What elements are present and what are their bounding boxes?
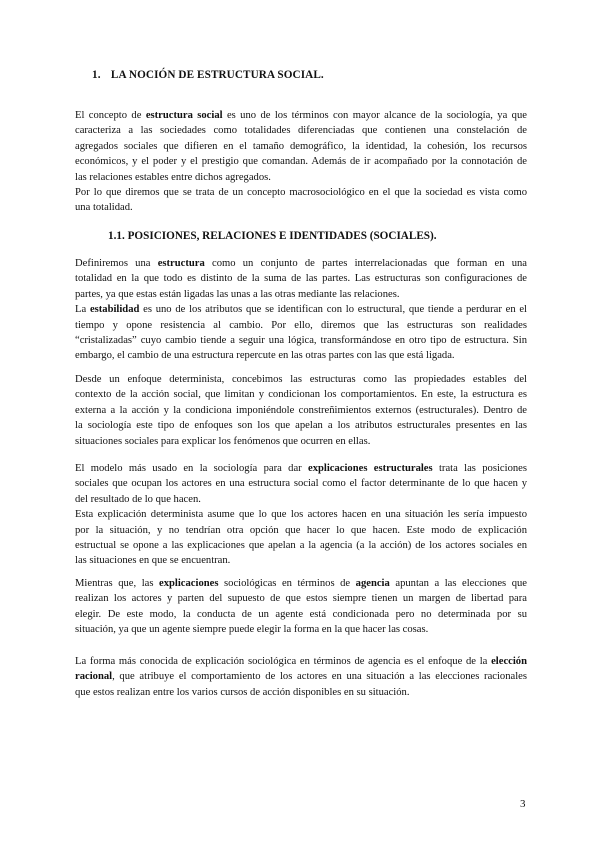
text-line xyxy=(75,287,527,302)
text-run: económicos, y el poder y el prestigio que comandan. Además de ir acompañado por la connotación de xyxy=(75,156,527,168)
text-run: sociales que ocupan los actores en una estructura social como el factor determinante de lo que hacen y xyxy=(75,478,527,490)
text-run: por la situación, y no tendrían otra opción que hacer lo que hacen. Este modo de explicación xyxy=(75,524,527,536)
subsection-heading: 1.1. POSICIONES, RELACIONES E IDENTIDADES (SOCIALES). xyxy=(108,230,437,242)
text-line xyxy=(75,348,527,363)
text-run: externa a la acción y la condiciona imponiéndole constreñimientos externos (estructurales). Dentro de xyxy=(75,404,527,416)
text-run: es uno de los términos con mayor alcance de la sociología, ya que xyxy=(222,110,527,121)
text-line xyxy=(75,372,527,387)
text-line xyxy=(75,538,527,553)
text-run: totalidad en la que todo es distinto de la suma de las partes. Las estructuras son configuraciones de xyxy=(75,273,527,285)
text-line xyxy=(75,607,527,622)
text-run: Mientras que, las xyxy=(75,578,160,589)
text-line xyxy=(75,403,527,418)
text-line xyxy=(75,418,527,433)
text-line xyxy=(75,669,527,684)
text-run: estructual se opone a las explicaciones que apelan a la agencia (a la acción) de los actores sociales en xyxy=(75,539,527,551)
text-run: Por lo que diremos que se trata de un concepto macrosociológico en el que la sociedad es vista como xyxy=(75,186,527,198)
text-run: La xyxy=(75,304,90,316)
text-line xyxy=(75,200,527,215)
text-line xyxy=(75,123,527,138)
text-run: Esta explicación determinista asume que lo que los actores hacen en una situación les sería impuesto xyxy=(75,509,527,521)
text-run: caracteriza a las sociedades como totalidades diferenciadas que contienen una constelación de xyxy=(75,125,527,137)
text-line xyxy=(75,476,527,491)
text-run: las situaciones en que se encuentran. xyxy=(75,555,231,567)
paragraph-eleccion-racional xyxy=(75,654,527,700)
paragraph-estructura-social xyxy=(75,108,527,216)
text-run: como un conjunto de partes interrelacionadas que forman en una xyxy=(204,258,528,269)
paragraph-enfoque-determinista xyxy=(75,372,527,449)
bold-term: explicaciones estructurales xyxy=(308,463,433,474)
text-run: situación, ya que un agente siempre puede elegir la forma en la que hacer las cosas. xyxy=(75,624,429,636)
text-run: contexto de la acción social, que limitan y condicionan los comportamientos. En este, la estructura es xyxy=(75,389,527,401)
text-run: , que atribuye el comportamiento de los actores en una situación a las elecciones racionales xyxy=(112,671,527,683)
paragraph-explicaciones-estructurales xyxy=(75,461,527,569)
text-line xyxy=(75,507,527,522)
text-line xyxy=(75,387,527,402)
text-line xyxy=(75,553,527,568)
text-run: situaciones sociales para explicar los fenómenos que ocurren en ellas. xyxy=(75,435,371,447)
text-run: que estos realizan entre los varios cursos de acción disponibles en su situación. xyxy=(75,686,410,698)
text-line xyxy=(75,434,527,449)
section-heading xyxy=(92,69,324,81)
text-line xyxy=(75,256,527,271)
text-run: elegir. De este modo, la conducta de un agente está condicionada pero no determinada por su xyxy=(75,608,527,620)
text-line xyxy=(75,302,527,317)
text-run: del resultado de lo que hacen. xyxy=(75,493,201,505)
section-title: LA NOCIÓN DE ESTRUCTURA SOCIAL. xyxy=(110,69,324,81)
text-line xyxy=(75,622,527,637)
text-line xyxy=(75,492,527,507)
text-line xyxy=(75,461,527,476)
text-line xyxy=(75,654,527,669)
text-line xyxy=(75,108,527,123)
text-line xyxy=(75,318,527,333)
text-run: El concepto de xyxy=(75,110,146,121)
text-line xyxy=(75,685,527,700)
section-number: 1. xyxy=(92,69,101,81)
text-line xyxy=(75,333,527,348)
text-line xyxy=(75,523,527,538)
text-run: una totalidad. xyxy=(75,202,133,214)
bold-term: racional xyxy=(75,671,113,683)
bold-term: explicaciones xyxy=(159,578,219,589)
text-run: sociológicas en términos de xyxy=(218,578,356,589)
text-run: la sociología este tipo de enfoques son los que apelan a los atributos estructurales presentes en las xyxy=(75,420,527,432)
text-run: Definiremos una xyxy=(75,258,158,269)
text-run: partes, ya que estas están ligadas las unas a las otras mediante las relaciones. xyxy=(75,288,400,300)
text-line xyxy=(75,170,527,185)
text-run: “cristalizadas” cuyo cambio tiende a seguir una lógica, transformándose en otro tipo de estructura. Sin xyxy=(75,334,527,346)
text-run: apuntan a las elecciones que xyxy=(389,578,527,589)
paragraph-definicion-estructura xyxy=(75,256,527,364)
text-run: realizan los actores y parten del supuesto de que estos siempre tienen un margen de libertad para xyxy=(75,593,527,605)
bold-term: elección xyxy=(491,656,527,667)
text-run: agregados sociales que difieren en el tamaño demográfico, la identidad, la cohesión, los recursos xyxy=(75,140,527,152)
text-line xyxy=(75,576,527,591)
text-run: las relaciones estables entre dichos agregados. xyxy=(75,171,271,183)
bold-term: estructura social xyxy=(145,110,223,121)
paragraph-explicaciones-agencia xyxy=(75,576,527,638)
text-run: Desde un enfoque determinista, concebimos las estructuras como las propiedades estables del xyxy=(75,374,527,385)
bold-term: agencia xyxy=(355,578,390,589)
text-run: tiempo y opone resistencia al cambio. Por ello, diremos que las estructuras son realidades xyxy=(75,319,527,331)
page-number: 3 xyxy=(520,798,526,810)
text-line xyxy=(75,591,527,606)
bold-term: estabilidad xyxy=(89,304,140,316)
text-run: El modelo más usado en la sociología para dar xyxy=(75,463,309,474)
text-run: La forma más conocida de explicación sociológica en términos de agencia es el enfoque de la xyxy=(75,656,492,667)
text-line xyxy=(75,154,527,169)
text-line xyxy=(75,271,527,286)
text-run: embargo, el cambio de una estructura repercute en las otras partes con las que está ligada. xyxy=(75,350,455,362)
text-run: es uno de los atributos que se identifican con lo estructural, que tiende a perdurar en el xyxy=(139,304,528,316)
text-run: trata las posiciones xyxy=(432,463,527,474)
text-line xyxy=(75,185,527,200)
bold-term: estructura xyxy=(157,258,205,269)
text-line xyxy=(75,139,527,154)
